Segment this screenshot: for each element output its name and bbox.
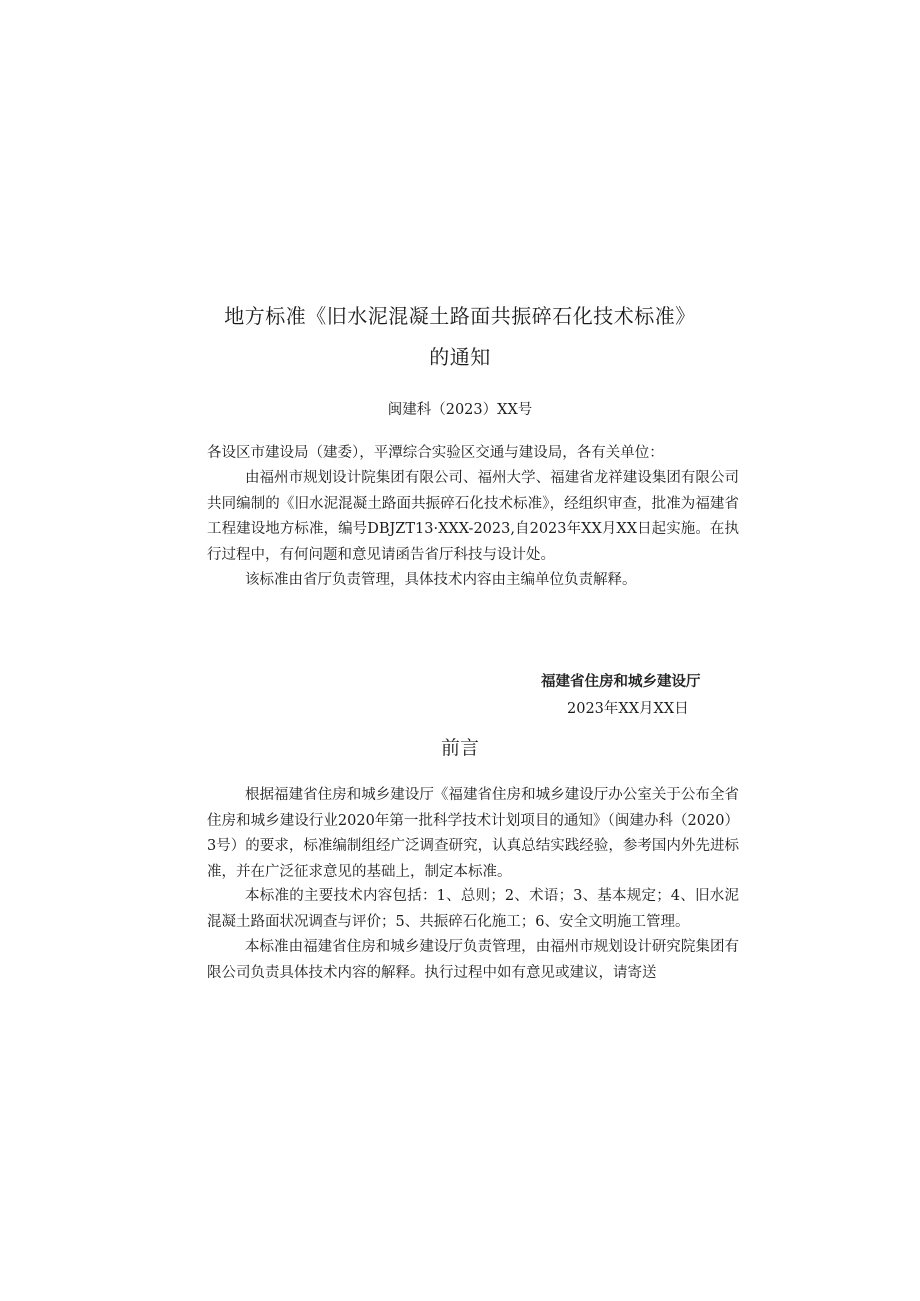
notice-management-paragraph: 该标准由省厅负责管理，具体技术内容由主编单位负责解释。 [245, 572, 637, 588]
addressee-line: 各设区市建设局（建委），平潭综合实验区交通与建设局，各有关单位： [207, 445, 664, 461]
document-number: 闽建科（2023）XX号 [387, 402, 533, 418]
signature-date: 2023年XX月XX日 [567, 701, 689, 717]
preface-paragraph-1: 根据福建省住房和城乡建设厅《福建省住房和城乡建设厅办公室关于公布全省住房和城乡建设行业2020年第一批科学技术计划项目的通知》（闽建办科（2020）3号）的要求，标准编制组经广泛调查研究，认真总结实践经验，参考国内外先进标准，并在广泛征求意见的基础上，制定本标准。 [207, 787, 739, 880]
preface-paragraph-2: 本标准的主要技术内容包括：1、总则；2、术语；3、基本规定；4、旧水泥混凝土路面状况调查与评价；5、共振碎石化施工；6、安全文明施工管理。 [207, 888, 739, 930]
signature-organization: 福建省住房和城乡建设厅 [541, 674, 701, 690]
preface-paragraph-3: 本标准由福建省住房和城乡建设厅负责管理，由福州市规划设计研究院集团有限公司负责具体技术内容的解释。执行过程中如有意见或建议，请寄送 [207, 939, 739, 981]
notice-title-line1: 地方标准《旧水泥混凝土路面共振碎石化技术标准》 [224, 304, 696, 328]
notice-title-line2: 的通知 [429, 345, 491, 369]
preface-heading: 前言 [440, 737, 479, 759]
notice-body-paragraph: 由福州市规划设计院集团有限公司、福州大学、福建省龙祥建设集团有限公司共同编制的《旧水泥混凝土路面共振碎石化技术标准》，经组织审查，批准为福建省工程建设地方标准，编号DBJZT13·XXX-2023,自2023年XX月XX日起实施。在执行过程中，有何问题和意见请函告省厅科技与设计处。 [207, 470, 739, 563]
